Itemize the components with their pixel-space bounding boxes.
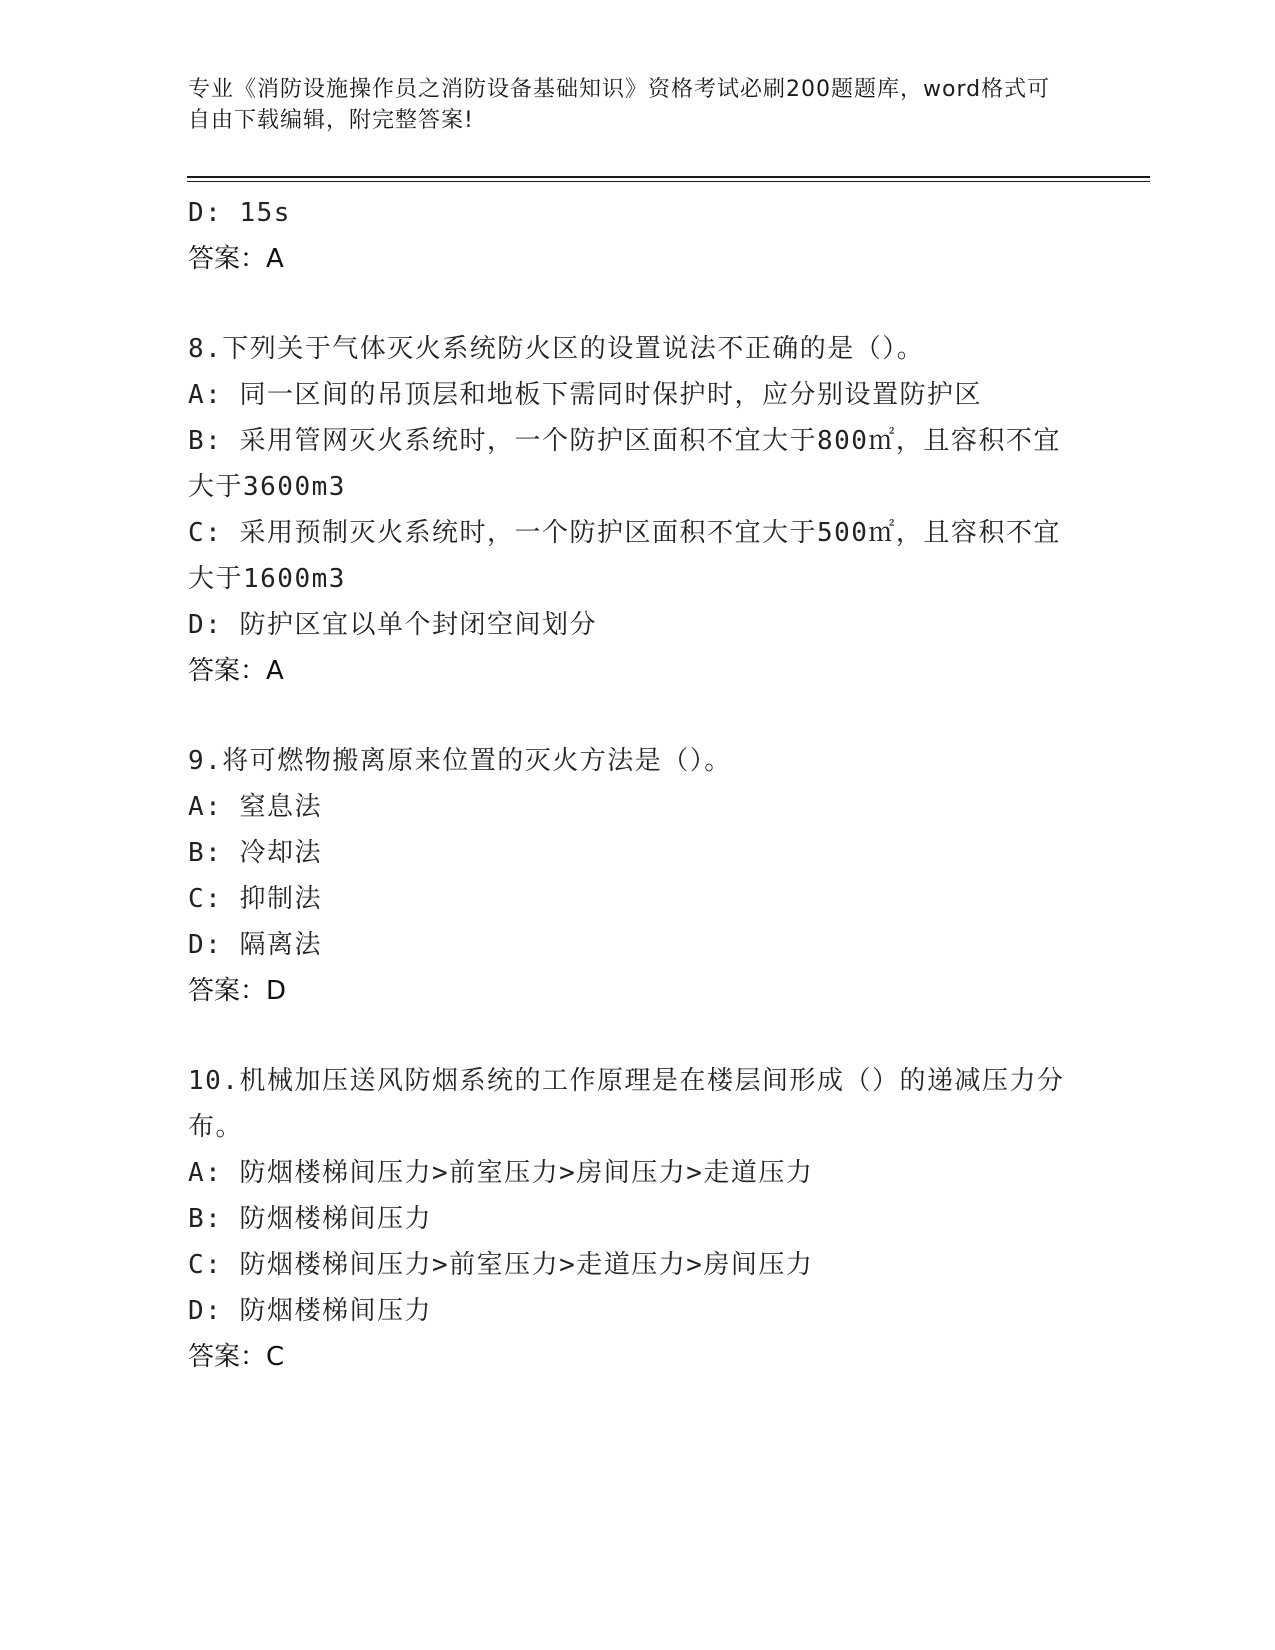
question-8 [188,326,1088,694]
page-header-title: 专业《消防设施操作员之消防设备基础知识》资格考试必刷200题题库，word格式可自由下载编辑，附完整答案! [188,77,1051,133]
question-7-tail [188,190,1088,282]
option-b: B: 冷却法 [188,838,322,868]
option-a: A: 同一区间的吊顶层和地板下需同时保护时，应分别设置防护区 [188,380,982,410]
question-10 [188,1058,1088,1380]
header-divider-thin [187,181,1150,182]
option-c: C: 抑制法 [188,884,322,914]
header-divider-thick [187,176,1150,178]
question-list [188,190,1088,1380]
option-d: D: 防烟楼梯间压力 [188,1296,432,1326]
spacer [188,1014,1088,1058]
option-c: C: 防烟楼梯间压力>前室压力>走道压力>房间压力 [188,1250,814,1280]
answer-line: 答案：D [188,976,287,1006]
answer-line: 答案：A [188,656,284,686]
answer-line: 答案：A [188,244,284,274]
question-text: 9.将可燃物搬离原来位置的灭火方法是（）。 [188,746,732,776]
option-a: A: 窒息法 [188,792,322,822]
spacer [188,282,1088,326]
answer-line: 答案：C [188,1342,285,1372]
option-d: D: 隔离法 [188,930,322,960]
option-b: B: 采用管网灭火系统时，一个防护区面积不宜大于800㎡，且容积不宜大于3600m3 [188,426,1061,502]
question-text: 8.下列关于气体灭火系统防火区的设置说法不正确的是（）。 [188,334,925,364]
spacer [188,694,1088,738]
option-b: B: 防烟楼梯间压力 [188,1204,432,1234]
option-a: A: 防烟楼梯间压力>前室压力>房间压力>走道压力 [188,1158,814,1188]
option-c: C: 采用预制灭火系统时，一个防护区面积不宜大于500㎡，且容积不宜大于1600m3 [188,518,1061,594]
option-d: D: 防护区宜以单个封闭空间划分 [188,610,597,640]
question-text: 10.机械加压送风防烟系统的工作原理是在楼层间形成（）的递减压力分布。 [188,1066,1065,1142]
option-d: D: 15s [188,198,291,228]
question-9 [188,738,1088,1014]
